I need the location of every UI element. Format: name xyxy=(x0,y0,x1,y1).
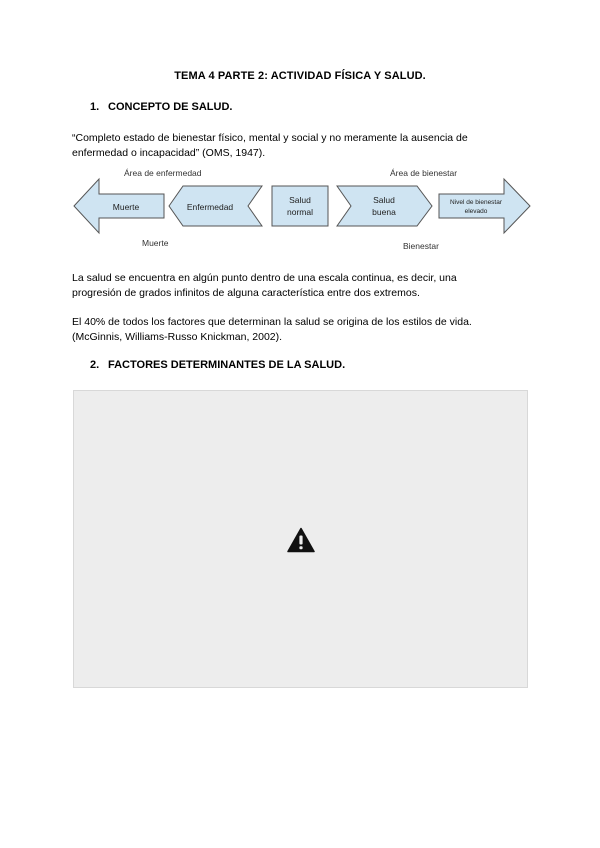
oms-definition-quote xyxy=(72,131,532,161)
warning-icon xyxy=(287,527,315,553)
shape-salud-buena-line2: buena xyxy=(372,207,396,217)
shape-nivel-line1: Nivel de bienestar xyxy=(449,199,503,206)
shape-salud-buena xyxy=(337,186,432,226)
shape-salud-buena-line1: Salud xyxy=(373,195,395,205)
shape-muerte-label: Muerte xyxy=(112,202,140,212)
paragraph-line: (McGinnis, Williams-Russo Knickman, 2002). xyxy=(72,331,283,343)
missing-image-placeholder xyxy=(73,390,528,688)
label-muerte: Muerte xyxy=(142,238,169,248)
paragraph-line: El 40% de todos los factores que determinan la salud se origina de los estilos de vida. xyxy=(72,316,472,328)
continuum-paragraph xyxy=(72,271,532,301)
shape-nivel-bienestar xyxy=(439,179,530,233)
shape-enfermedad-label: Enfermedad xyxy=(186,202,234,212)
section-number: 1. xyxy=(90,101,100,113)
shape-salud-normal-line1: Salud xyxy=(289,195,311,205)
shape-salud-normal-line2: normal xyxy=(287,207,313,217)
section-title: FACTORES DETERMINANTES DE LA SALUD. xyxy=(108,359,346,371)
paragraph-line: La salud se encuentra en algún punto dentro de una escala continua, es decir, una xyxy=(72,272,457,284)
paragraph-line: progresión de grados infinitos de alguna característica entre dos extremos. xyxy=(72,287,420,299)
label-area-enfermedad: Área de enfermedad xyxy=(124,168,202,178)
shape-nivel-line2: elevado xyxy=(464,208,488,215)
page-title: TEMA 4 PARTE 2: ACTIVIDAD FÍSICA Y SALUD. xyxy=(174,70,426,82)
label-bienestar: Bienestar xyxy=(403,241,439,251)
shape-salud-normal xyxy=(272,186,328,226)
section-title: CONCEPTO DE SALUD. xyxy=(108,101,233,113)
section-number: 2. xyxy=(90,359,100,371)
lifestyle-paragraph xyxy=(72,315,532,345)
section-heading-concepto xyxy=(90,101,232,113)
quote-line: “Completo estado de bienestar físico, mental y social y no meramente la ausencia de xyxy=(72,132,468,144)
health-continuum-diagram xyxy=(72,165,532,255)
section-heading-factores xyxy=(90,359,345,371)
label-area-bienestar: Área de bienestar xyxy=(390,168,458,178)
quote-line: enfermedad o incapacidad” (OMS, 1947). xyxy=(72,147,266,159)
